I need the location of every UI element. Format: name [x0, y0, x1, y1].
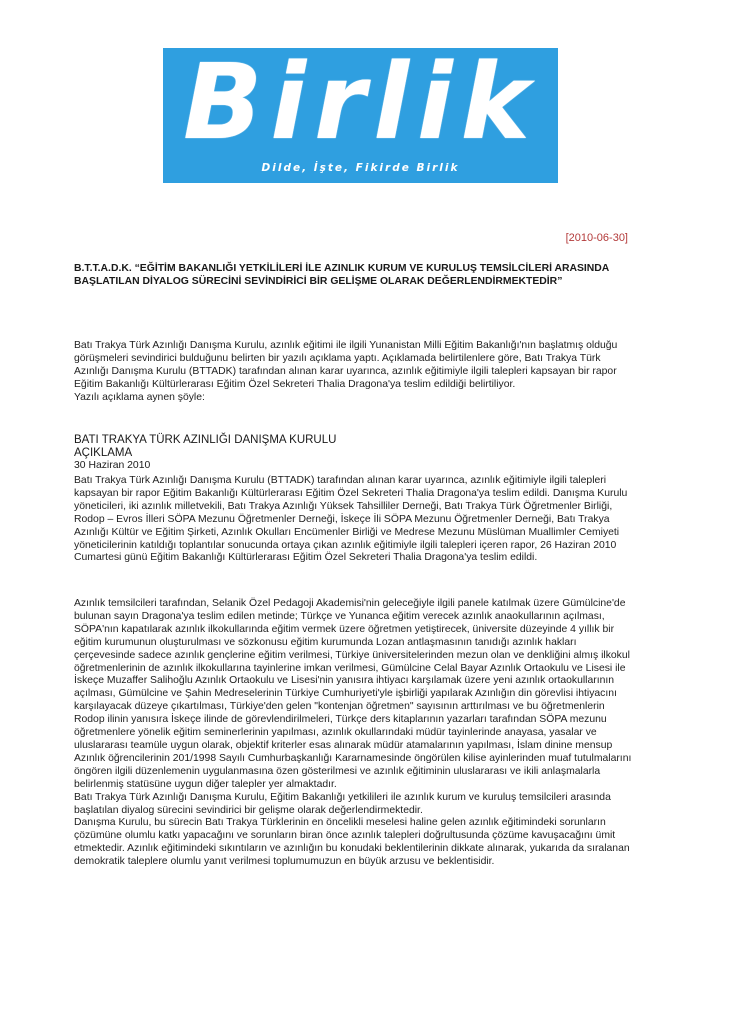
- article-date: [2010-06-30]: [565, 232, 628, 244]
- intro-paragraph: Batı Trakya Türk Azınlığı Danışma Kurulu, azınlık eğitimi ile ilgili Yunanistan Milli Eğitim Bakanlığı'nın başlatmış olduğu görüşmeleri sevindirici bulduğunu belirten bir yazılı açıklama yaptı. Açıklamada belirtilenlere göre, Batı Trakya Türk Azınlığı Danışma Kurulu (BTTADK) tarafından alınan karar uyarınca, azınlık eğitimiyle ilgili talepleri kapsayan bir rapor Eğitim Bakanlığı Kültürlerarası Eğitim Özel Sekreteri Thalia Dragona'ya teslim edildiği belirtiliyor.: [74, 340, 618, 390]
- statement-org-name: BATI TRAKYA TÜRK AZINLIĞI DANIŞMA KURULU: [74, 434, 337, 446]
- statement-header: [74, 433, 634, 473]
- logo-tagline: Dilde, İşte, Fikirde Birlik: [261, 162, 460, 174]
- article-headline: B.T.T.A.D.K. “EĞİTİM BAKANLIĞI YETKİLİLERİ İLE AZINLIK KURUM VE KURULUŞ TEMSİLCİLERİ ARASINDA BAŞLATILAN DİYALOG SÜRECİNİ SEVİNDİRİCİ BİR GELİŞME OLARAK DEĞERLENDİRMEKTEDİR”: [74, 263, 609, 287]
- statement-paragraph-1: Batı Trakya Türk Azınlığı Danışma Kurulu (BTTADK) tarafından alınan karar uyarınca, azınlık eğitimiyle ilgili talepleri kapsayan bir rapor Eğitim Bakanlığı Kültürlerarası Eğitim Özel Sekreteri Thalia Dragona'ya teslim edildi. Danışma Kurulu yöneticileri, iki azınlık milletvekili, Batı Trakya Azınlığı Yüksek Tahsilliler Derneği, Batı Trakya Türk Öğretmenler Birliği, Rodop – Evros İlleri SÖPA Mezunu Öğretmenler Derneği, İskeçe İli SÖPA Mezunu Öğretmenler Derneği, Batı Trakya Azınlığı Kültür ve Eğitim Şirketi, Azınlık Okulları Encümenler Birliği ve Medrese Mezunu Müslüman Muallimler Cemiyeti yöneticilerinin katıldığı toplantılar sonucunda ortaya çıkan azınlık eğitimiyle ilgili talepleri içeren rapor, 26 Haziran 2010 Cumartesi günü Eğitim Bakanlığı Kültürlerarası Eğitim Özel Sekreteri Thalia Dragona'ya teslim edildi.: [74, 475, 628, 564]
- statement-paragraph-4: Danışma Kurulu, bu sürecin Batı Trakya Türklerinin en öncelikli meselesi haline gelen azınlık eğitimindeki sorunların çözümüne olumlu katkı yapacağını ve sorunların biran önce azınlık talepleri doğrultusunda çözüme kavuşacağını ümit etmektedir. Azınlık eğitimindeki sıkıntıların ve azınlığın bu konudaki beklentilerinin dikkate alınarak, yukarıda da sıralanan demokratik taleplere olumlu yanıt verilmesi toplumumuzun en büyük arzusu ve beklentisidir.: [74, 817, 630, 868]
- statement-paragraph-2-block: [74, 598, 634, 869]
- statement-title: AÇIKLAMA: [74, 447, 133, 459]
- intro-tail: Yazılı açıklama aynen şöyle:: [74, 391, 205, 403]
- statement-paragraph-2: Azınlık temsilcileri tarafından, Selanik Özel Pedagoji Akademisi'nin geleceğiyle ilgili panele katılmak üzere Gümülcine'de bulunan sayın Dragona'ya teslim edilen metinde; Türkçe ve Yunanca eğitim verecek azınlık anaokullarının açılması, SÖPA'nın kapatılarak azınlık ilkokullarında eğitim vermek üzere öğretmen yetiştirecek, üniversite düzeyinde 4 yıllık bir eğitim kurumunun oluşturulması ve sözkonusu eğitim kurumunda Lozan antlaşmasının tanıdığı azınlık hakları çerçevesinde sadece azınlık gençlerine eğitim verilmesi, Türkiye üniversitelerinden mezun olan ve denkliğini almış ilkokul öğretmenlerinin de azınlık ilkokullarına tayinlerine imkan verilmesi, Gümülcine Celal Bayar Azınlık Ortaokulu ve Lisesi ile İskeçe Muzaffer Salihoğlu Azınlık Ortaokulu ve Lisesi'nin yanısıra ihtiyacı karşılamak üzere yeni azınlık ortaokullarının açılması, Gümülcine ve Şahin Medreselerinin Türkiye Cumhuriyeti'yle işbirliği yapılarak Azınlığın din görevlisi ihtiyacını karşılayacak düzeye çıkartılması, Türkiye'den gelen "kontenjan öğretmen" sayısının arttırılması ve bu öğretmenlerin Rodop ilinin yanısıra İskeçe ilinde de görevlendirilmeleri, Türkçe ders kitaplarının yazarları tarafından SÖPA mezunu öğretmenlere yönelik eğitim seminerlerinin yapılması, azınlık okullarındaki müdür tayinlerinde anayasa, yasalar ve uluslararası teamüle uygun olarak, objektif kriterler esas alınarak müdür atamalarının yapılması, İslam dinine mensup Azınlık öğrencilerinin 201/1998 Sayılı Cumhurbaşkanlığı Kararnamesinde öngörülen kilise ayinlerinden muaf tutulmalarını öngören ilgili düzenlemenin uygulanmasına özen gösterilmesi ve azınlık eğitiminin uluslararası ve ikili anlaşmalarla belirlenmiş statüsüne uygun diğer talepler yer almaktadır.: [74, 598, 632, 790]
- intro-section: [74, 340, 634, 405]
- statement-date: 30 Haziran 2010: [74, 460, 151, 471]
- masthead-logo: [163, 48, 558, 183]
- statement-paragraph-3: Batı Trakya Türk Azınlığı Danışma Kurulu, Eğitim Bakanlığı yetkilileri ile azınlık kurum ve kuruluş temsilcileri arasında başlatılan diyalog sürecini sevindirici bir gelişme olarak değerlendirmektedir.: [74, 791, 611, 816]
- statement-paragraph-1-block: [74, 475, 634, 565]
- logo-wordmark: Birlik: [183, 48, 538, 163]
